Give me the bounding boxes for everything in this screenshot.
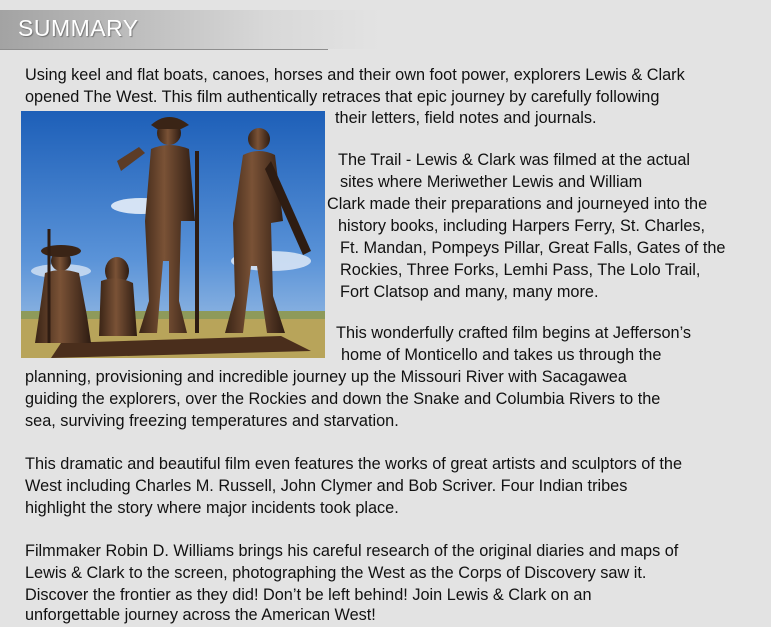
paragraph-5-line-3: Discover the frontier as they did! Don’t be left behind! Join Lewis & Clark on an: [25, 586, 592, 604]
paragraph-2-line-3: Clark made their preparations and journeyed into the: [327, 195, 708, 213]
paragraph-1-line-2: opened The West. This film authentically retraces that epic journey by carefully following: [25, 88, 660, 106]
paragraph-2-line-4: history books, including Harpers Ferry, St. Charles,: [338, 217, 706, 235]
section-title: SUMMARY: [18, 15, 139, 41]
paragraph-2-line-6: Rockies, Three Forks, Lemhi Pass, The Lolo Trail,: [340, 261, 701, 279]
paragraph-5-line-2: Lewis & Clark to the screen, photographing the West as the Corps of Discovery saw it.: [25, 564, 647, 582]
paragraph-3-line-4: guiding the explorers, over the Rockies and down the Snake and Columbia Rivers to the: [25, 390, 661, 408]
summary-header: [0, 10, 380, 49]
paragraph-2-line-7: Fort Clatsop and many, many more.: [340, 283, 599, 301]
paragraph-5-line-4: unforgettable journey across the American West!: [25, 606, 376, 624]
paragraph-3-line-5: sea, surviving freezing temperatures and starvation.: [25, 412, 399, 430]
paragraph-5-line-1: Filmmaker Robin D. Williams brings his careful research of the original diaries and maps of: [25, 542, 679, 560]
paragraph-4-line-3: highlight the story where major incidents took place.: [25, 499, 399, 517]
paragraph-4-line-1: This dramatic and beautiful film even features the works of great artists and sculptors of the: [25, 455, 682, 473]
paragraph-1-line-3: their letters, field notes and journals.: [335, 109, 597, 127]
paragraph-2-line-5: Ft. Mandan, Pompeys Pillar, Great Falls, Gates of the: [340, 239, 726, 257]
paragraph-2-line-1: The Trail - Lewis & Clark was filmed at the actual: [338, 151, 690, 169]
paragraph-2-line-2: sites where Meriwether Lewis and William: [340, 173, 643, 191]
paragraph-1-line-1: Using keel and flat boats, canoes, horses and their own foot power, explorers Lewis & Clark: [25, 66, 685, 84]
header-divider: [0, 49, 328, 50]
paragraph-3-line-3: planning, provisioning and incredible journey up the Missouri River with Sacagawea: [25, 368, 627, 386]
paragraph-3-line-2: home of Monticello and takes us through the: [341, 346, 662, 364]
paragraph-4-line-2: West including Charles M. Russell, John Clymer and Bob Scriver. Four Indian tribes: [25, 477, 628, 495]
statue-photo: [21, 111, 325, 358]
paragraph-3-line-1: This wonderfully crafted film begins at Jefferson’s: [336, 324, 692, 342]
